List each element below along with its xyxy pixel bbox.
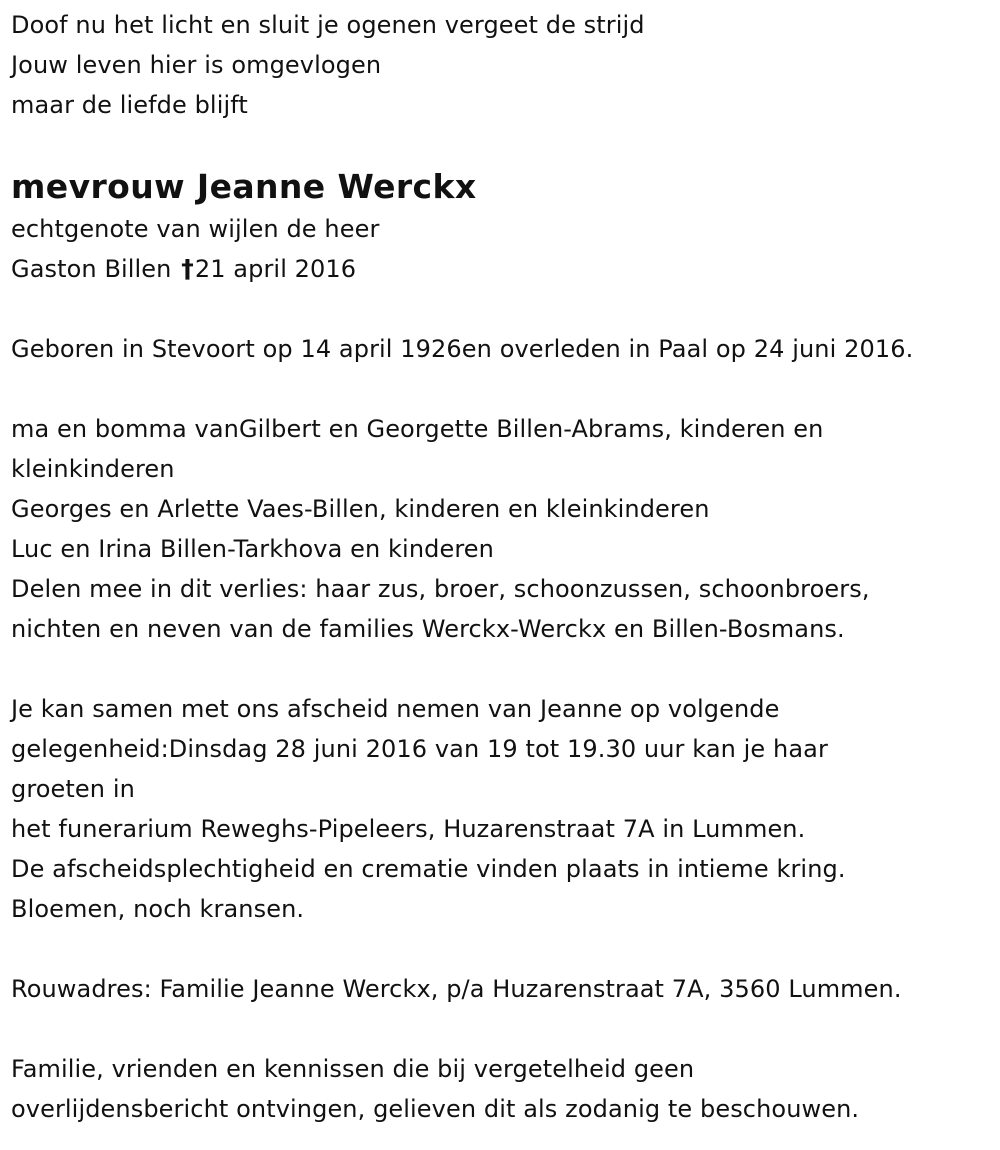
spacer — [11, 929, 996, 969]
farewell-line-2: gelegenheid:Dinsdag 28 juni 2016 van 19 tot 19.30 uur kan je haar — [11, 735, 828, 763]
poem — [11, 5, 996, 125]
poem-line-3: maar de liefde blijft — [11, 91, 248, 119]
family-line-5: Delen mee in dit verlies: haar zus, broer, schoonzussen, schoonbroers, — [11, 575, 870, 603]
family-line-3: Georges en Arlette Vaes-Billen, kinderen en kleinkinderen — [11, 495, 710, 523]
poem-line-1: Doof nu het licht en sluit je ogenen vergeet de strijd — [11, 11, 645, 39]
family-line-4: Luc en Irina Billen-Tarkhova en kinderen — [11, 535, 494, 563]
spacer — [11, 1009, 996, 1049]
spouse-info — [11, 209, 996, 289]
spacer — [11, 289, 996, 329]
farewell-section — [11, 689, 996, 929]
deceased-name-title: mevrouw Jeanne Werckx — [11, 167, 477, 206]
farewell-line-5: De afscheidsplechtigheid en crematie vinden plaats in intieme kring. — [11, 855, 846, 883]
farewell-line-1: Je kan samen met ons afscheid nemen van Jeanne op volgende — [11, 695, 780, 723]
family-line-1: ma en bomma vanGilbert en Georgette Billen-Abrams, kinderen en — [11, 415, 824, 443]
mourning-address: Rouwadres: Familie Jeanne Werckx, p/a Huzarenstraat 7A, 3560 Lummen. — [11, 975, 902, 1003]
family-line-2: kleinkinderen — [11, 455, 175, 483]
spouse-name: Gaston Billen — [11, 255, 172, 283]
family-line-6: nichten en neven van de families Werckx-Werckx en Billen-Bosmans. — [11, 615, 845, 643]
spouse-line-1: echtgenote van wijlen de heer — [11, 215, 380, 243]
closing-line-1: Familie, vrienden en kennissen die bij vergetelheid geen — [11, 1055, 695, 1083]
spacer — [11, 649, 996, 689]
farewell-line-3: groeten in — [11, 775, 135, 803]
closing-line-2: overlijdensbericht ontvingen, gelieven dit als zodanig te beschouwen. — [11, 1095, 860, 1123]
spacer — [11, 369, 996, 409]
farewell-line-6: Bloemen, noch kransen. — [11, 895, 305, 923]
poem-line-2: Jouw leven hier is omgevlogen — [11, 51, 382, 79]
family-section — [11, 409, 996, 649]
farewell-line-4: het funerarium Reweghs-Pipeleers, Huzarenstraat 7A in Lummen. — [11, 815, 806, 843]
obituary-document — [11, 5, 996, 1129]
cross-icon: † — [181, 254, 194, 283]
birth-death-line: Geboren in Stevoort op 14 april 1926en overleden in Paal op 24 juni 2016. — [11, 335, 914, 363]
spouse-line-2 — [11, 249, 996, 289]
closing-section — [11, 1049, 996, 1129]
spouse-death-date: 21 april 2016 — [194, 255, 357, 283]
